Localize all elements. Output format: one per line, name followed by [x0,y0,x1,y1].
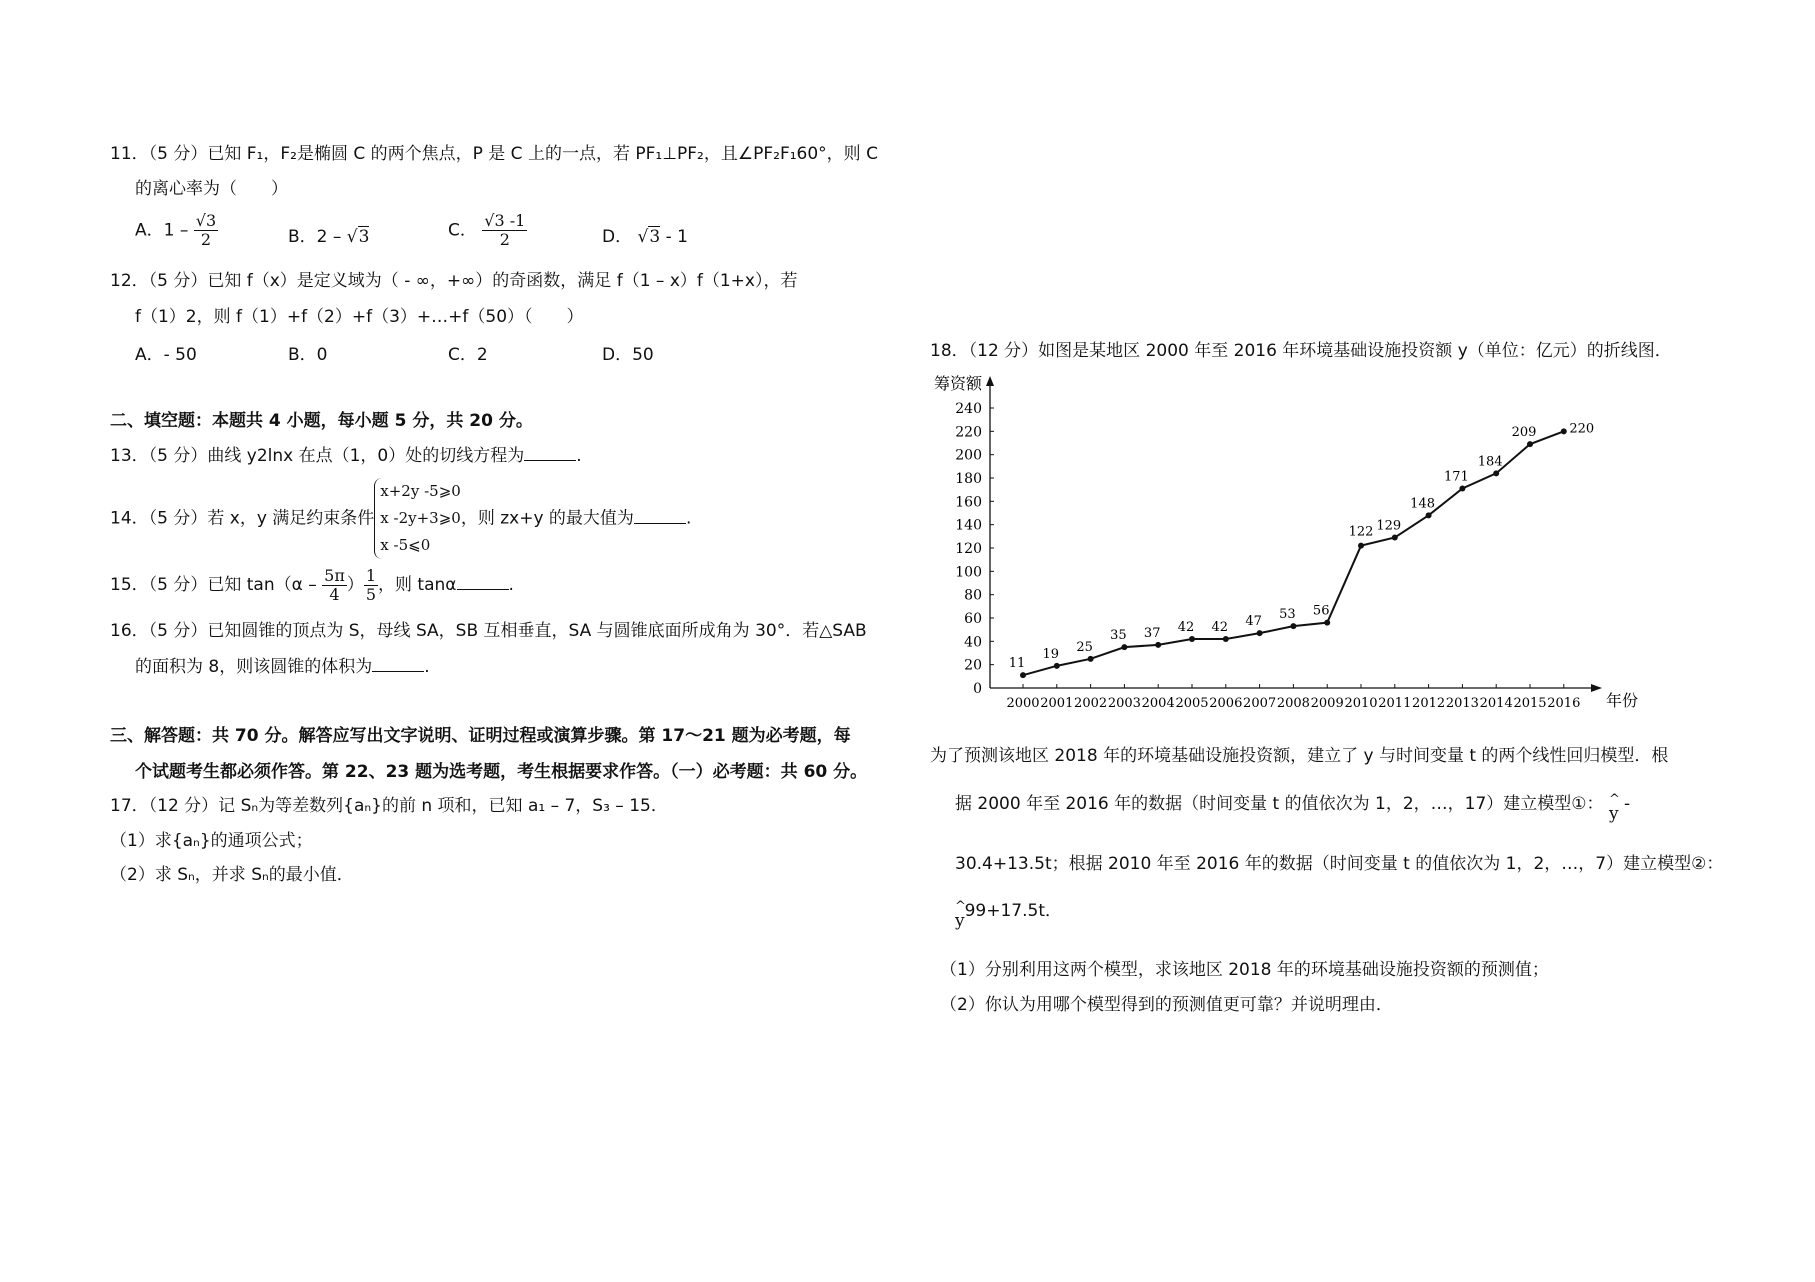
q18-model-2-y-hat: ^ y [955,899,966,931]
q15-fraction-1-numerator: 5π [324,565,345,585]
data-label: 129 [1376,518,1402,534]
x-tick-label: 2014 [1479,696,1513,711]
q15-answer-blank[interactable] [457,575,509,590]
x-tick-label: 2002 [1074,696,1108,711]
q11-option-d [602,222,688,247]
q14-constraint-2: x -2y+3⩾0 [380,509,461,527]
data-label: 37 [1143,625,1161,641]
q15 [110,562,514,608]
q14-tail: . [685,508,692,529]
y-tick-label: 60 [964,611,982,627]
y-tick-label: 120 [955,541,982,557]
y-tick-label: 200 [955,447,982,464]
q15-fraction-2-denominator: 5 [365,584,377,604]
q18-subquestion-2: （2）你认为用哪个模型得到的预测值更可靠？并说明理由． [940,995,1393,1015]
q14-answer-blank[interactable] [634,509,686,524]
q15-mid: ） [346,575,364,595]
q15-fraction-1-denominator: 4 [329,584,340,604]
x-tick-label: 2010 [1344,696,1378,711]
data-label: 148 [1410,496,1436,512]
y-tick-label: 0 [973,681,982,697]
q16-tail: . [424,657,430,677]
q13 [110,445,582,467]
y-tick-label: 20 [964,657,982,674]
data-point [1020,672,1026,678]
q11-option-b-label: B．2 – [288,227,342,247]
x-tick-label: 2008 [1276,696,1310,711]
q11-option-d-tail: - 1 [665,227,688,247]
q15-post: ，则 tanα [378,575,457,595]
data-point [1459,486,1465,492]
q18-subquestion-1: （1）分别利用这两个模型，求该地区 2018 年的环境基础设施投资额的预测值； [940,960,1549,980]
data-point [1324,620,1330,626]
q12-option-c: C．2 [448,345,488,365]
q14-constraint-1: x+2y -5⩾0 [380,482,461,500]
x-axis-arrow [1591,684,1602,692]
q12-option-a: A．- 50 [135,345,197,365]
data-point [1392,535,1398,541]
data-point [1257,630,1263,636]
q11-option-c-denominator: 2 [499,230,510,249]
q11-option-c-numerator: √3 -1 [484,211,526,230]
x-tick-label: 2011 [1378,696,1412,711]
q17-line2: （1）求{aₙ}的通项公式； [110,831,313,851]
q13-tail: . [576,446,582,466]
q18-model-1-y-hat: ^ y [1608,792,1620,824]
section-3-heading-line2: 个试题考生都必须作答。第 22、23 题为选考题，考生根据要求作答。（一）必考题：共 60 分。 [135,762,868,782]
y-tick-label: 40 [964,634,982,651]
q11-option-d-sqrt: √3 [637,227,661,247]
x-tick-label: 2009 [1310,696,1344,711]
q12-option-b: B．0 [288,345,328,365]
q18-paragraph-4-text: 99+17.5t． [964,901,1063,921]
x-tick-label: 2006 [1209,696,1243,711]
q18-paragraph-2 [930,792,1631,824]
y-tick-label: 240 [955,401,982,417]
data-label: 184 [1477,454,1503,470]
data-label: 19 [1042,646,1060,662]
y-tick-label: 220 [955,424,982,441]
q11-option-d-label: D． [602,227,633,247]
q18-paragraph-1: 为了预测该地区 2018 年的环境基础设施投资额，建立了 y 与时间变量 t 的两个线性回归模型．根 [930,746,1669,766]
q11-option-a-denominator: 2 [200,230,212,249]
section-2-heading: 二、填空题：本题共 4 小题，每小题 5 分，共 20 分。 [110,411,533,431]
y-tick-label: 160 [955,494,982,511]
q12-line1: 12．（5 分）已知 f（x）是定义域为（ - ∞，+∞）的奇函数，满足 f（1 – x）f（1+x），若 [110,271,798,291]
section-3-heading-line1: 三、解答题：共 70 分。解答应写出文字说明、证明过程或演算步骤。第 17～21 题为必考题，每 [110,726,851,746]
q11-option-b-sqrt: √3 [346,227,370,247]
data-label: 171 [1443,469,1469,485]
data-point [1189,636,1195,642]
q18-paragraph-2-text: 据 2000 年至 2016 年的数据（时间变量 t 的值依次为 1，2，…，17）建立模型①： [955,794,1604,814]
q13-text: 13．（5 分）曲线 y2lnx 在点（1，0）处的切线方程为 [110,446,525,466]
data-point [1054,663,1060,669]
q15-fraction-1 [322,567,347,604]
data-point [1493,470,1499,476]
q18-paragraph-2-tail: - [1623,794,1631,814]
q18-model-1-y: y [1608,804,1619,824]
q18-paragraph-3: 30.4+13.5t；根据 2010 年至 2016 年的数据（时间变量 t 的值依次为 1，2，…，7）建立模型②： [955,854,1724,874]
y-tick-label: 140 [955,517,982,534]
q15-fraction-2 [364,567,378,604]
q16-line2 [110,656,430,678]
y-tick-label: 100 [955,564,982,581]
q11-option-a [135,212,218,249]
q11-line2: 的离心率为（ ） [135,179,288,199]
x-tick-label: 2005 [1175,696,1209,711]
x-tick-label: 2016 [1547,696,1581,711]
q11-option-a-numerator: √3 [195,211,217,230]
data-point [1223,636,1229,642]
q14-constraint-3: x -5⩽0 [380,536,431,554]
data-label: 42 [1177,620,1195,635]
q11-option-c-fraction [482,212,527,249]
q13-answer-blank[interactable] [524,446,576,461]
q11-option-b [288,222,369,247]
y-tick-label: 80 [964,587,982,604]
data-point [1121,644,1127,650]
q18-line1: 18．（12 分）如图是某地区 2000 年至 2016 年环境基础设施投资额 y（单位：亿元）的折线图． [930,341,1672,361]
q14-pre: 14．（5 分）若 x，y 满足约束条件 [110,508,375,529]
data-label: 11 [1008,656,1026,672]
q15-pre: 15．（5 分）已知 tan（α – [110,575,317,595]
q16-answer-blank[interactable] [372,657,424,672]
data-point [1561,428,1567,434]
data-label: 209 [1511,425,1537,441]
q11-option-c-label: C． [448,220,477,241]
x-tick-label: 2001 [1040,696,1074,711]
q11-option-a-label: A．1 – [135,220,189,241]
y-axis-label: 筹资额 [934,374,983,393]
x-tick-label: 2007 [1243,696,1277,711]
x-tick-label: 2000 [1006,696,1040,711]
data-point [1358,543,1364,549]
data-label: 220 [1569,421,1595,437]
data-label: 56 [1312,603,1330,619]
q15-fraction-2-numerator: 1 [365,565,377,585]
q11-option-d-radicand: 3 [649,227,661,247]
data-point [1527,441,1533,447]
y-axis-arrow [986,376,994,386]
q15-tail: . [508,575,514,595]
q12-option-d: D．50 [602,345,654,365]
x-tick-label: 2013 [1445,696,1479,711]
q14-post: ，则 zx+y 的最大值为 [460,508,634,529]
data-label: 25 [1076,639,1093,655]
x-tick-label: 2015 [1513,696,1547,711]
data-point [1155,642,1161,648]
q18-model-2-y: y [955,911,965,931]
x-tick-label: 2003 [1107,696,1141,711]
q16-line1: 16．（5 分）已知圆锥的顶点为 S，母线 SA，SB 互相垂直，SA 与圆锥底面所成角为 30°．若△SAB [110,621,867,641]
data-point [1290,623,1296,629]
q17-line1: 17．（12 分）记 Sₙ为等差数列{aₙ}的前 n 项和，已知 a₁ – 7，S₃ – 15． [110,796,668,816]
q17-line3: （2）求 Sₙ，并求 Sₙ的最小值． [110,865,354,885]
data-point [1426,512,1432,518]
q18-paragraph-4 [930,899,1063,931]
x-tick-label: 2012 [1412,696,1446,711]
q11-option-b-radicand: 3 [358,227,370,247]
x-tick-label: 2004 [1141,696,1175,711]
data-label: 42 [1211,620,1229,635]
data-label: 53 [1279,607,1296,623]
investment-line-chart [930,372,1690,720]
data-point [1088,656,1094,662]
data-label: 122 [1348,524,1374,540]
x-axis-label: 年份 [1606,691,1639,710]
q14-constraint-system [374,478,461,559]
q11-line1: 11．（5 分）已知 F₁，F₂是椭圆 C 的两个焦点，P 是 C 上的一点，若 PF₁⊥PF₂，且∠PF₂F₁60°，则 C [110,144,878,164]
q11-option-c [448,212,527,249]
q12-line2: f（1）2，则 f（1）+f（2）+f（3）+…+f（50）（ ） [135,307,584,327]
q14 [110,478,691,554]
y-tick-label: 180 [955,471,982,487]
q11-option-a-fraction [194,212,218,249]
data-label: 47 [1245,614,1262,630]
q16-line2-text: 的面积为 8，则该圆锥的体积为 [135,657,373,677]
data-label: 35 [1110,628,1127,644]
